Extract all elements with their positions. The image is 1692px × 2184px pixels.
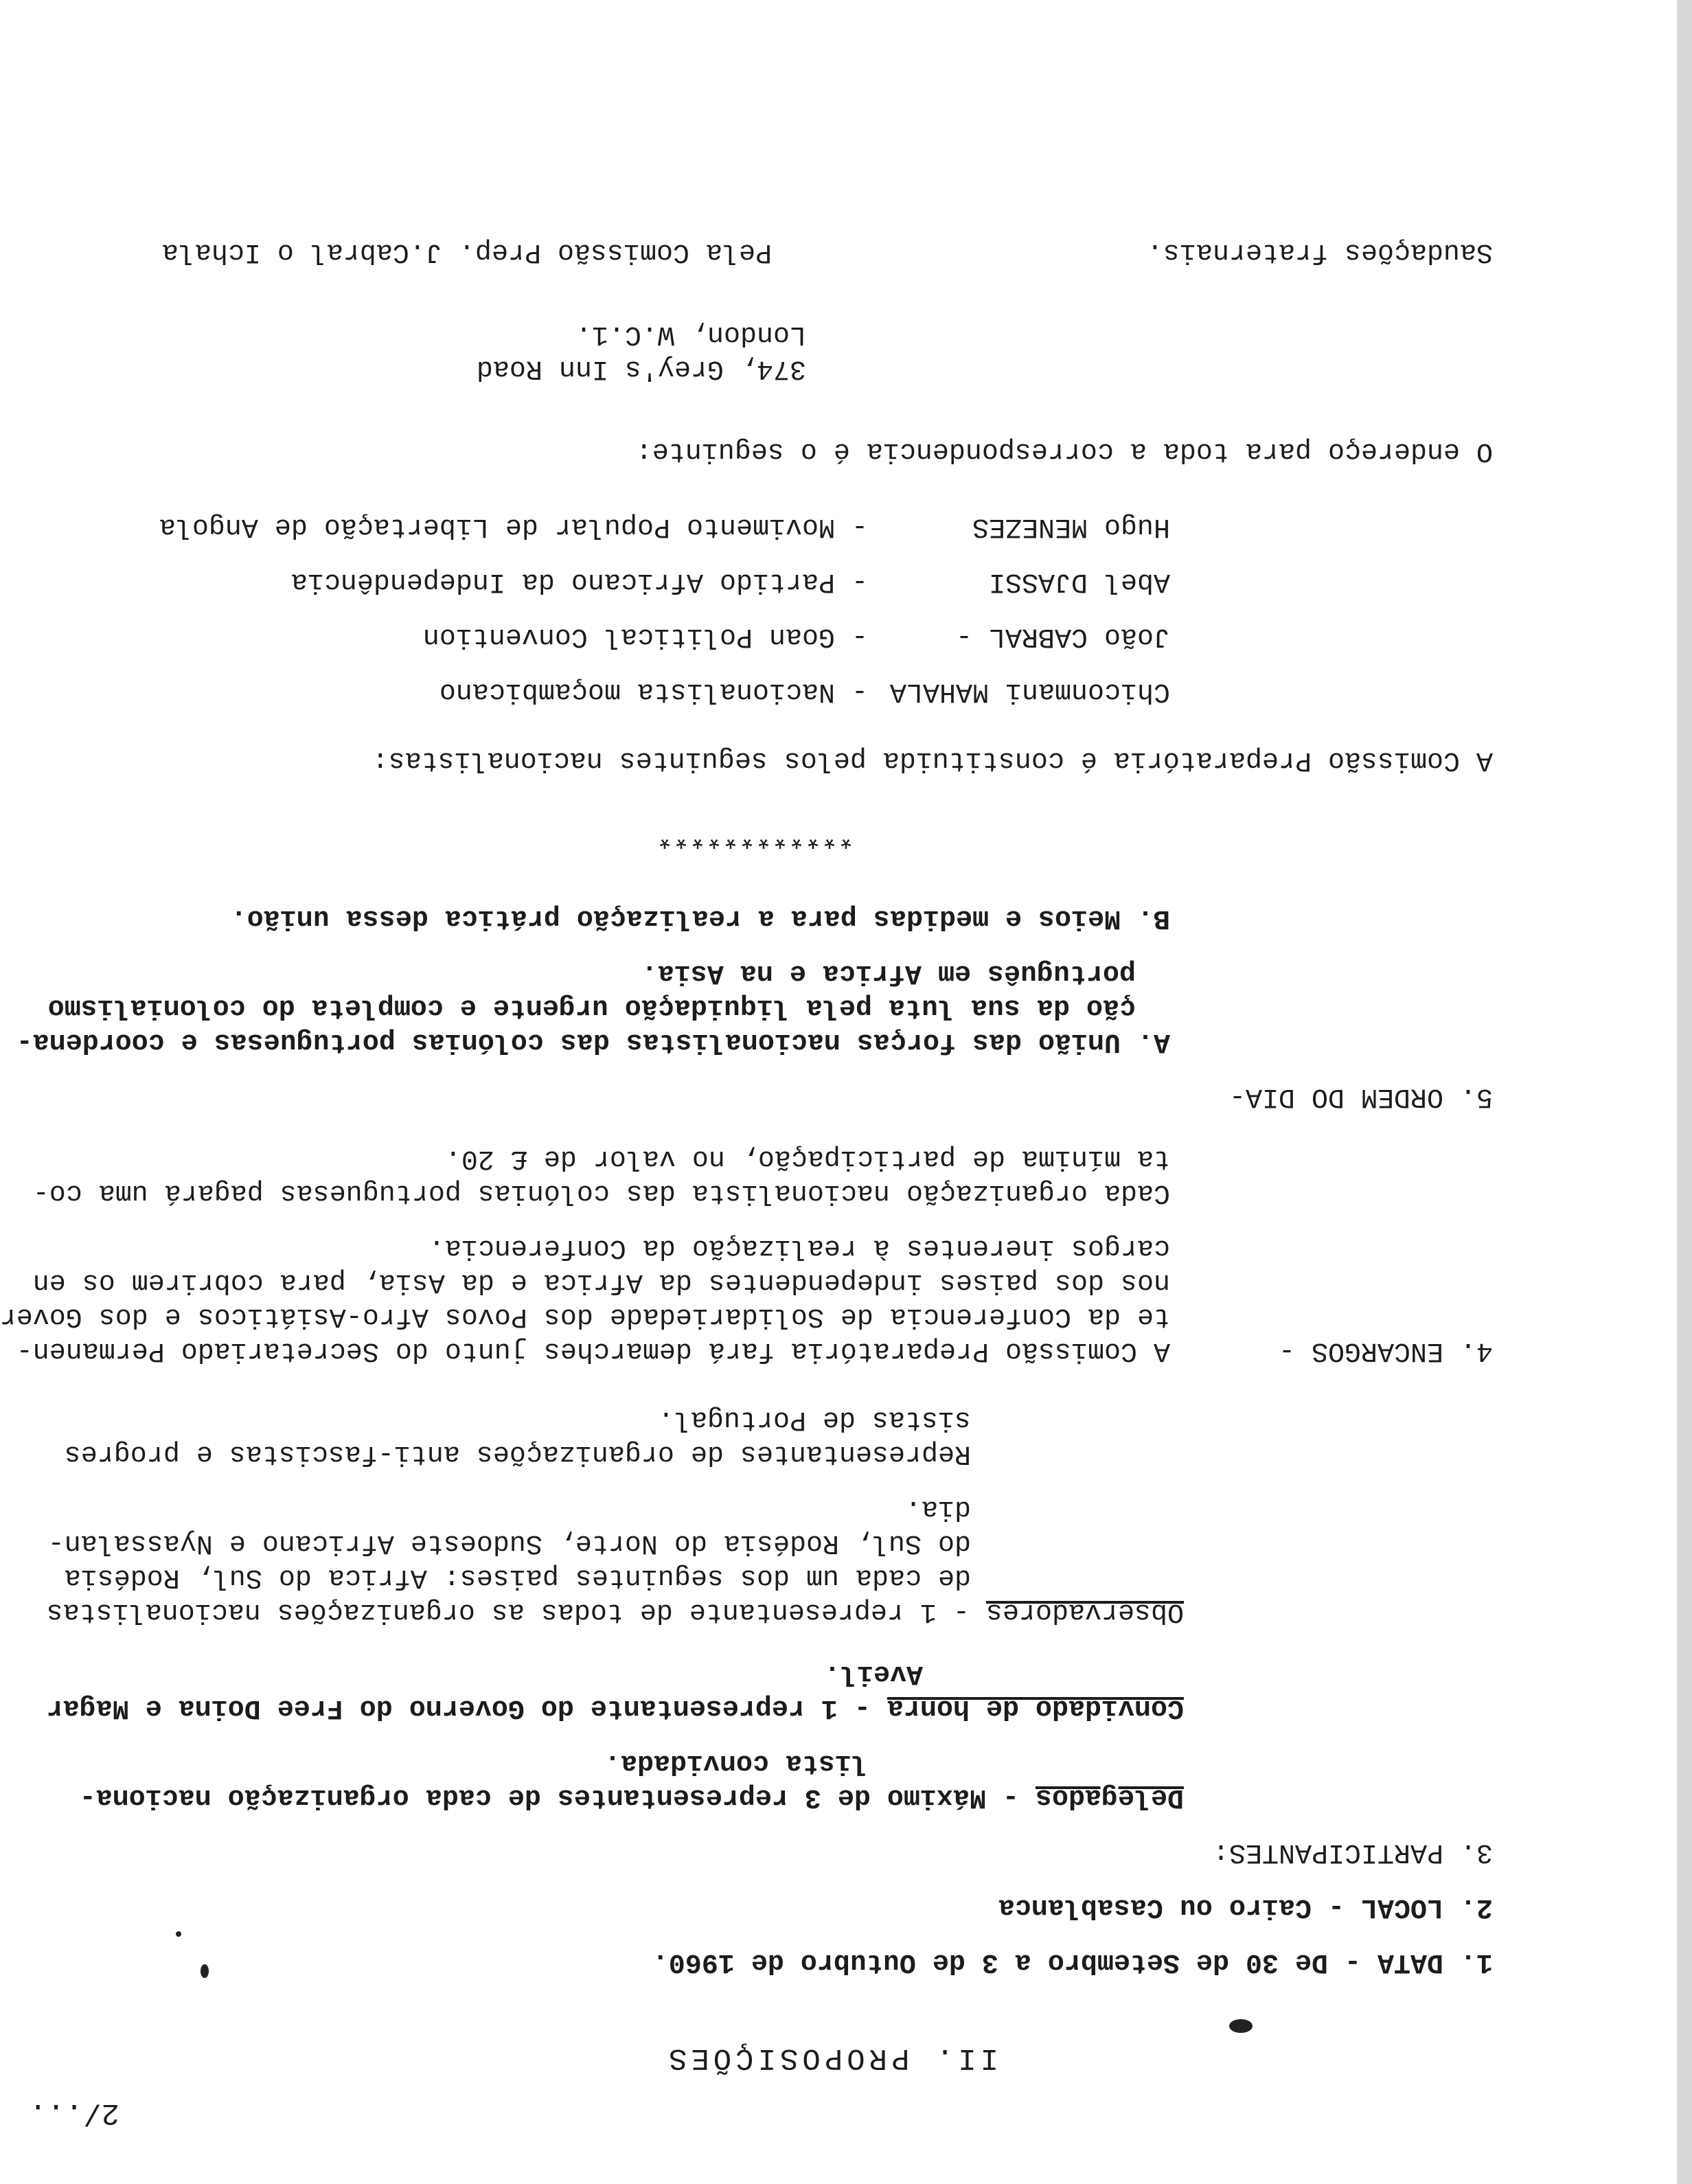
convidados-line-1 xyxy=(47,1691,1184,1724)
member-name-1: Chiconmani MAHALA xyxy=(889,676,1170,707)
encargos-line-2: te da Conferencia de Solidariedade dos Povos Afro-Asiáticos e dos Gover xyxy=(0,1301,1170,1332)
ordem-a-line-2: ção da sua luta pela liquidação urgente e completa do colonialismo xyxy=(47,992,1136,1023)
representantes-line-2: sistas de Portugal. xyxy=(657,1404,971,1435)
member-name-2: João CABRAL - xyxy=(955,621,1170,652)
convidados-line-2: Aveil. xyxy=(823,1658,923,1689)
item-participantes-title: 3. PARTICIPANTES: xyxy=(1212,1836,1493,1867)
encargos-line-3: nos dos paises independentes da Africa e da Asia, para cobrirem os en xyxy=(32,1266,1170,1297)
member-org-3: - Partido Africano da Independência xyxy=(290,566,868,597)
representantes-line-1: Representantes de organizações anti-fascistas e progres xyxy=(64,1438,971,1469)
observadores-label: Observadores xyxy=(985,1596,1184,1627)
ink-speck xyxy=(201,1964,209,1978)
ink-speck xyxy=(176,1931,181,1937)
ordem-b-line: B. Meios e medidas para a realização prática dessa união. xyxy=(230,902,1170,933)
observadores-line-1 xyxy=(47,1595,1184,1628)
delegados-text-1: - Máximo de 3 representantes de cada organização naciona- xyxy=(79,1782,1036,1812)
page-number: 2/... xyxy=(28,2095,119,2130)
delegados-line-1 xyxy=(80,1780,1184,1813)
scan-edge xyxy=(1677,0,1692,2184)
closing: Saudações fraternais. xyxy=(1146,236,1493,267)
member-name-3: Abel DJASSI xyxy=(988,566,1170,597)
item-local: 2. LOCAL - Cairo ou Casablanca xyxy=(998,1891,1493,1922)
endereco-intro: O endereço para toda a correspondencia é o seguinte: xyxy=(635,435,1493,466)
item-ordem-title: 5. ORDEM DO DIA- xyxy=(1228,1081,1493,1112)
signature: Pela Comissão Prep. J.Cabral o Ichala xyxy=(161,236,772,267)
item-data: 1. DATA - De 30 de Setembro a 3 de Outubro de 1960. xyxy=(652,1946,1493,1977)
address-line-2: London, W.C.1. xyxy=(575,319,806,350)
observadores-line-4: dia. xyxy=(904,1493,971,1524)
section-heading: II. PROPOSIÇÕES xyxy=(664,2040,998,2075)
address-line-1: 374, Grey's Inn Road xyxy=(476,353,806,384)
member-org-1: - Nacionalista moçambicano xyxy=(439,676,868,707)
ordem-a-line-1: A. União das forças nacionalistas das colónias portuguesas e coordena- xyxy=(16,1026,1170,1057)
separator: ************ xyxy=(656,820,854,851)
item-encargos-title: 4. ENCARGOS - xyxy=(1278,1335,1493,1366)
delegados-line-2: lista convidada. xyxy=(604,1747,868,1778)
observadores-line-2: de cada um dos seguintes paises: Africa do Sul, Rodésia xyxy=(64,1562,971,1593)
observadores-line-3: do Sul, Rodésia do Norte, Sudoeste Africano e Nyassalan- xyxy=(47,1527,971,1558)
encargos-line-6: ta mínima de participação, no valor de £ 20. xyxy=(444,1143,1170,1174)
ink-speck xyxy=(1229,2019,1253,2033)
encargos-line-1: A Comissão Preparatória fará demarches junto do Secretariado Permanen- xyxy=(16,1335,1170,1366)
member-name-4: Hugo MENEZES xyxy=(972,511,1170,542)
observadores-text-1: - 1 representante de todas as organizações nacionalistas xyxy=(46,1596,986,1627)
member-org-4: - Movimento Popular de Libertação de Angola xyxy=(159,511,868,542)
ordem-a-line-3: português em Africa e na Asia. xyxy=(641,957,1136,988)
comissao-intro: A Comissão Preparatória é constituida pelos seguintes nacionalistas: xyxy=(371,744,1493,775)
convidados-text-1: - 1 representante do Governo do Free Doina e Magar xyxy=(46,1692,887,1723)
delegados-label: Delegados xyxy=(1035,1782,1184,1812)
convidados-label: Convidado de honra xyxy=(887,1692,1184,1723)
encargos-line-4: cargos inerentes à realização da Conferencia. xyxy=(428,1232,1170,1263)
encargos-line-5: Cada organização nacionalista das colónias portuguesas pagará uma co- xyxy=(32,1177,1170,1208)
member-org-2: - Goan Political Convention xyxy=(422,621,868,652)
